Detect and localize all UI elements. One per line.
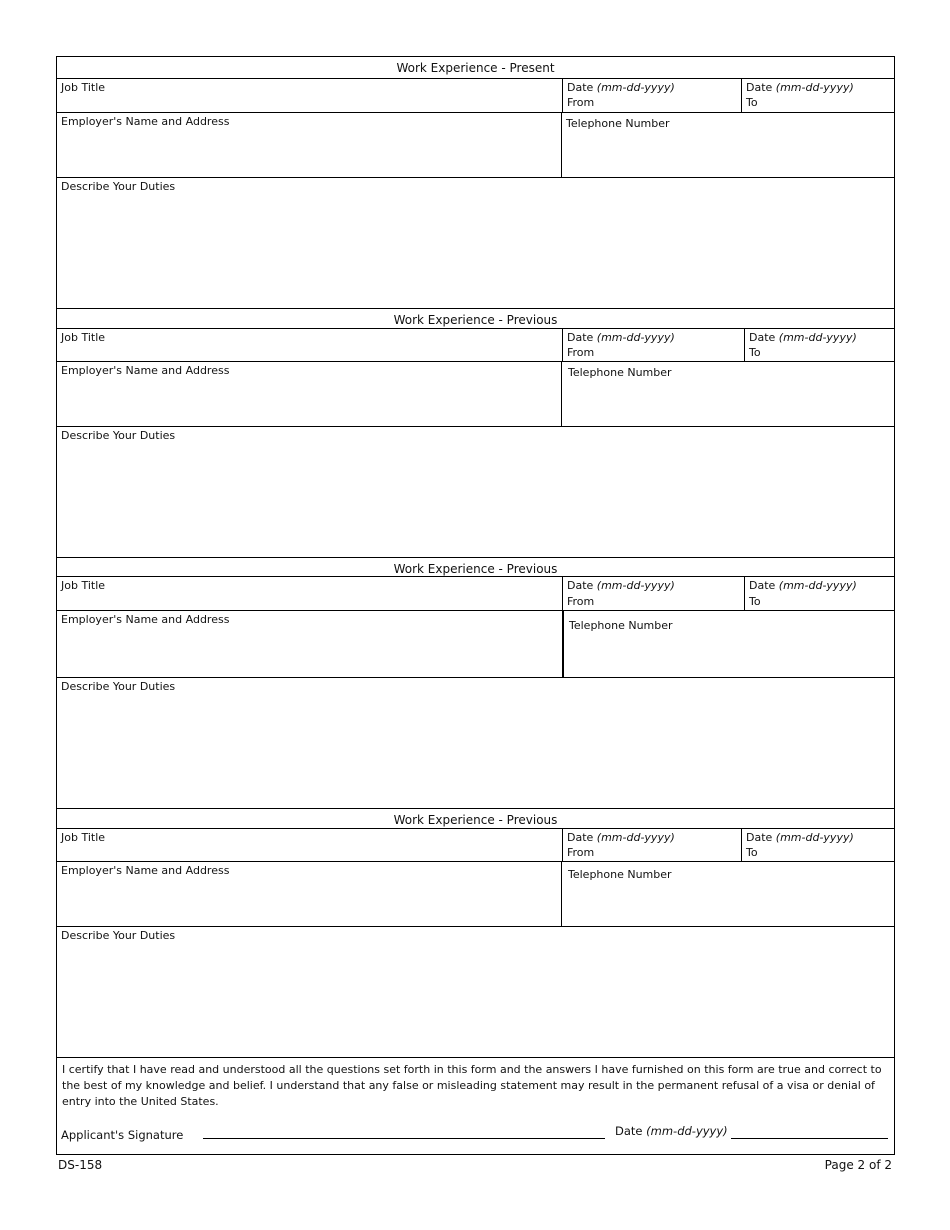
date-label: Date [567, 81, 594, 94]
date-to-field[interactable] [741, 828, 894, 861]
employer-field[interactable] [57, 361, 562, 426]
duties-label: Describe Your Duties [61, 929, 176, 942]
job-title-label: Job Title [61, 579, 106, 592]
signature-date-format: (mm-dd-yyyy) [646, 1124, 728, 1138]
form-number: DS-158 [58, 1158, 103, 1172]
date-from-field[interactable] [562, 78, 742, 112]
date-label: Date [746, 831, 773, 844]
duties-field[interactable] [57, 426, 894, 557]
date-format: (mm-dd-yyyy) [775, 831, 854, 844]
telephone-label: Telephone Number [569, 619, 673, 632]
date-label: Date [567, 331, 594, 344]
job-title-field[interactable] [57, 828, 566, 861]
certification-text: I certify that I have read and understood all the questions set forth in this form and the answers I have furnished on this form are true and correct to the best of my knowledge and belief. I understand that any false or misleading statement may result in the permanent refusal of a visa or denial of entry into the United States. [62, 1063, 882, 1108]
employer-label: Employer's Name and Address [61, 364, 230, 377]
date-from-field[interactable] [562, 576, 745, 610]
telephone-field[interactable] [562, 610, 894, 677]
from-label: From [567, 846, 595, 859]
date-label: Date [567, 831, 594, 844]
signature-label: Applicant's Signature [61, 1128, 184, 1142]
section-header: Work Experience - Previous [57, 808, 894, 829]
from-label: From [567, 346, 595, 359]
duties-field[interactable] [57, 677, 894, 808]
to-label: To [749, 346, 761, 359]
job-title-label: Job Title [61, 331, 106, 344]
date-label: Date [567, 579, 594, 592]
date-format: (mm-dd-yyyy) [778, 579, 857, 592]
date-to-field[interactable] [744, 328, 894, 361]
date-label: Date [749, 579, 776, 592]
employer-label: Employer's Name and Address [61, 613, 230, 626]
date-from-field[interactable] [562, 828, 742, 861]
to-label: To [749, 595, 761, 608]
employer-label: Employer's Name and Address [61, 864, 230, 877]
job-title-field[interactable] [57, 328, 566, 361]
date-label: Date [749, 331, 776, 344]
employer-field[interactable] [57, 112, 562, 177]
date-to-field[interactable] [744, 576, 894, 610]
telephone-label: Telephone Number [568, 366, 672, 379]
date-format: (mm-dd-yyyy) [778, 331, 857, 344]
signature-date-label: Date [615, 1124, 643, 1138]
section-header: Work Experience - Previous [57, 557, 894, 578]
page-number: Page 2 of 2 [824, 1158, 892, 1172]
telephone-field[interactable] [561, 361, 894, 426]
signature-line[interactable] [203, 1138, 605, 1139]
telephone-field[interactable] [561, 861, 894, 926]
employer-label: Employer's Name and Address [61, 115, 230, 128]
work-experience-form [56, 56, 895, 1155]
duties-field[interactable] [57, 177, 894, 308]
section-header: Work Experience - Present [396, 61, 555, 75]
from-label: From [567, 96, 595, 109]
telephone-label: Telephone Number [566, 117, 670, 130]
certification-block [57, 1057, 894, 1154]
to-label: To [746, 846, 758, 859]
employer-field[interactable] [57, 861, 562, 926]
section-header: Work Experience - Previous [57, 308, 894, 329]
date-format: (mm-dd-yyyy) [596, 831, 675, 844]
telephone-field[interactable] [561, 112, 894, 177]
date-format: (mm-dd-yyyy) [596, 331, 675, 344]
from-label: From [567, 595, 595, 608]
employer-field[interactable] [57, 610, 563, 677]
to-label: To [746, 96, 758, 109]
duties-field[interactable] [57, 926, 894, 1057]
date-format: (mm-dd-yyyy) [596, 81, 675, 94]
date-to-field[interactable] [741, 78, 894, 112]
telephone-label: Telephone Number [568, 868, 672, 881]
job-title-label: Job Title [61, 81, 106, 94]
duties-label: Describe Your Duties [61, 180, 176, 193]
duties-label: Describe Your Duties [61, 680, 176, 693]
job-title-field[interactable] [57, 78, 566, 112]
signature-date-line[interactable] [731, 1138, 888, 1139]
date-from-field[interactable] [562, 328, 745, 361]
job-title-field[interactable] [57, 576, 566, 610]
duties-label: Describe Your Duties [61, 429, 176, 442]
date-format: (mm-dd-yyyy) [596, 579, 675, 592]
job-title-label: Job Title [61, 831, 106, 844]
date-format: (mm-dd-yyyy) [775, 81, 854, 94]
date-label: Date [746, 81, 773, 94]
